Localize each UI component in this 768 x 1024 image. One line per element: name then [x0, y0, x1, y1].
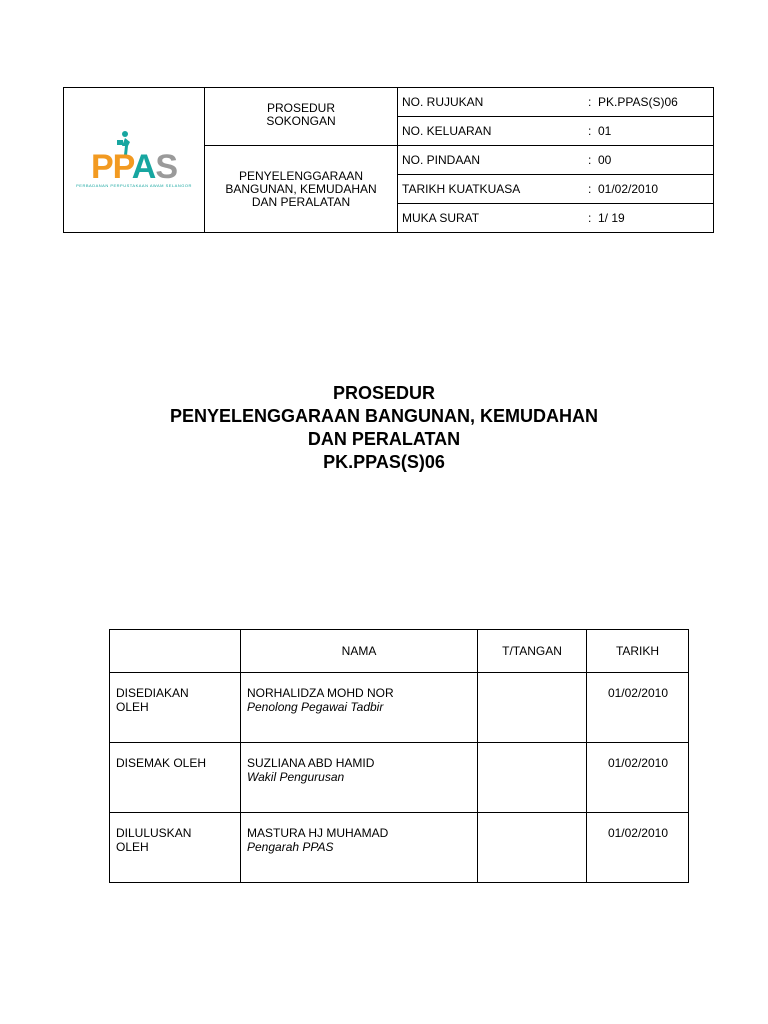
field-value: 1/ 19 — [598, 211, 625, 225]
field-key: TARIKH KUATKUASA — [402, 182, 521, 196]
subject-text: PENYELENGGARAAN BANGUNAN, KEMUDAHAN DAN PERALATAN — [225, 168, 377, 209]
header-cell-nama: NAMA — [241, 630, 478, 673]
row-label: DISEDIAKAN OLEH — [110, 673, 241, 743]
signature-cell — [478, 673, 587, 743]
row-date: 01/02/2010 — [587, 673, 689, 743]
header-cell-blank — [110, 630, 241, 673]
logo-tagline: PERBADANAN PERPUSTAKAAN AWAM SELANGOR — [76, 183, 192, 188]
category-cell — [205, 88, 398, 146]
field-key: MUKA SURAT — [402, 211, 480, 225]
header-cell-ttangan: T/TANGAN — [478, 630, 587, 673]
field-keluaran — [398, 117, 714, 146]
row-person — [241, 673, 478, 743]
person-role: Wakil Pengurusan — [247, 770, 345, 784]
field-sep: : — [588, 182, 592, 196]
field-sep: : — [588, 211, 592, 225]
field-value: PK.PPAS(S)06 — [598, 95, 678, 109]
person-name: NORHALIDZA MOHD NOR — [247, 686, 394, 700]
field-tarikh-kuatkuasa — [398, 175, 714, 204]
field-key: NO. RUJUKAN — [402, 95, 484, 109]
field-value: 01 — [598, 124, 612, 138]
field-value: 01/02/2010 — [598, 182, 659, 196]
document-title — [0, 382, 768, 474]
row-person — [241, 813, 478, 883]
row-date: 01/02/2010 — [587, 813, 689, 883]
row-label: DILULUSKAN OLEH — [110, 813, 241, 883]
person-role: Penolong Pegawai Tadbir — [247, 700, 384, 714]
field-sep: : — [588, 95, 592, 109]
person-role: Pengarah PPAS — [247, 840, 334, 854]
field-pindaan — [398, 146, 714, 175]
row-person — [241, 743, 478, 813]
field-key: NO. KELUARAN — [402, 124, 492, 138]
title-line-4: PK.PPAS(S)06 — [323, 452, 445, 472]
header-cell-tarikh: TARIKH — [587, 630, 689, 673]
person-name: SUZLIANA ABD HAMID — [247, 756, 375, 770]
person-name: MASTURA HJ MUHAMAD — [247, 826, 389, 840]
ppas-logo — [76, 130, 192, 188]
field-key: NO. PINDAAN — [402, 153, 481, 167]
header-table — [63, 87, 714, 233]
signature-cell — [478, 813, 587, 883]
title-line-2: PENYELENGGARAAN BANGUNAN, KEMUDAHAN — [169, 406, 598, 426]
logo-cell — [64, 88, 205, 233]
field-muka-surat — [398, 204, 714, 233]
logo-word: PPAS — [90, 148, 178, 186]
title-line-3: DAN PERALATAN — [307, 429, 461, 449]
signoff-table — [109, 629, 689, 883]
table-row — [110, 743, 689, 813]
signoff-header-row — [110, 630, 689, 673]
table-row — [110, 813, 689, 883]
category-text: PROSEDUR SOKONGAN — [266, 101, 336, 128]
signature-cell — [478, 743, 587, 813]
subject-cell — [205, 146, 398, 233]
field-sep: : — [588, 153, 592, 167]
field-rujukan — [398, 88, 714, 117]
field-value: 00 — [598, 153, 612, 167]
row-label: DISEMAK OLEH — [110, 743, 241, 813]
title-line-1: PROSEDUR — [332, 383, 435, 403]
row-date: 01/02/2010 — [587, 743, 689, 813]
table-row — [110, 673, 689, 743]
field-sep: : — [588, 124, 592, 138]
